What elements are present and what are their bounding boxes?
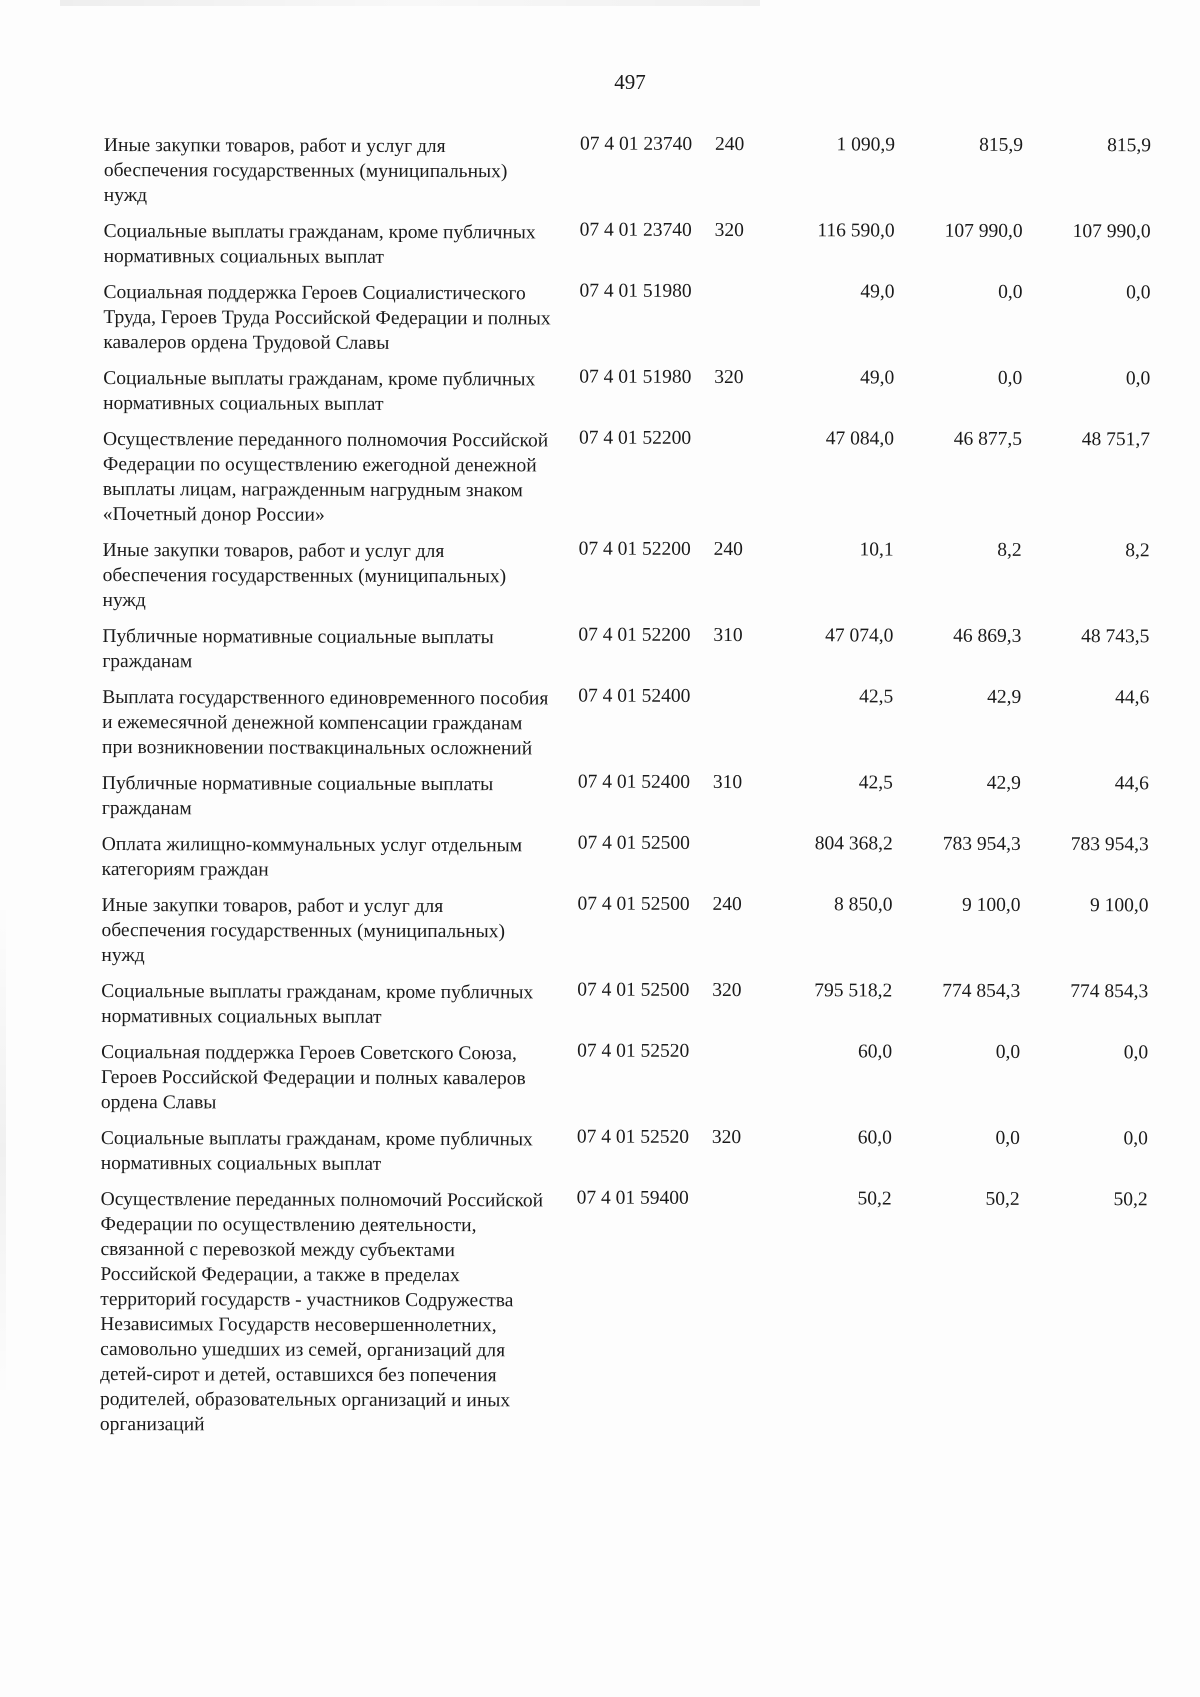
row-name: Выплата государственного единовременного пособия и ежемесячной денежной компенсации гражданам при возникновении поствакцинальных осложнений xyxy=(102,686,549,760)
row-value-1: 50,2 xyxy=(857,1188,892,1210)
row-code: 07 4 01 52200 xyxy=(578,624,691,646)
row-code: 07 4 01 52520 xyxy=(577,1040,690,1062)
row-code: 07 4 01 52400 xyxy=(577,771,691,793)
row-code: 07 4 01 52520 xyxy=(576,1126,689,1148)
row-value-3: 44,6 xyxy=(1114,773,1149,795)
scan-edge-shadow-left xyxy=(0,900,6,1400)
table-row xyxy=(100,1184,1181,1440)
row-code: 07 4 01 51980 xyxy=(579,366,692,388)
row-expense-type: 240 xyxy=(713,538,743,561)
row-value-1: 42,5 xyxy=(859,686,894,708)
row-name: Социальная поддержка Героев Советского Союза, Героев Российской Федерации и полных кавалеров ордена Славы xyxy=(100,1041,526,1114)
table-row xyxy=(104,130,1184,211)
table-row xyxy=(104,216,1184,272)
row-expense-type: 310 xyxy=(712,771,743,794)
row-value-3: 0,0 xyxy=(1123,1128,1148,1150)
row-name: Иные закупки товаров, работ и услуг для обеспечения государственных (муниципальных) нужд xyxy=(103,134,508,207)
row-value-2: 46 869,3 xyxy=(953,625,1022,647)
row-value-3: 815,9 xyxy=(1107,135,1151,157)
budget-table xyxy=(100,130,1184,1448)
table-row xyxy=(102,768,1182,824)
row-name: Осуществление переданного полномочия Российской Федерации по осуществлению ежегодной денежной выплаты лицам, награжденным нагрудным знаком «Почетный донор России» xyxy=(102,428,549,526)
row-value-2: 42,9 xyxy=(987,686,1022,708)
row-value-2: 774 854,3 xyxy=(942,980,1021,1002)
row-expense-type: 320 xyxy=(714,366,744,389)
row-value-1: 795 518,2 xyxy=(814,980,893,1002)
row-value-3: 0,0 xyxy=(1126,282,1151,304)
row-name: Социальные выплаты гражданам, кроме публичных нормативных социальных выплат xyxy=(101,980,534,1028)
row-value-2: 46 877,5 xyxy=(953,428,1023,450)
table-row xyxy=(102,682,1182,763)
row-name: Публичные нормативные социальные выплаты гражданам xyxy=(102,625,494,673)
row-name: Иные закупки товаров, работ и услуг для обеспечения государственных (муниципальных) нужд xyxy=(101,894,506,967)
row-expense-type: 320 xyxy=(714,219,744,242)
row-expense-type: 310 xyxy=(713,624,743,647)
row-expense-type: 240 xyxy=(712,893,742,916)
row-value-2: 815,9 xyxy=(979,134,1023,156)
row-value-1: 47 084,0 xyxy=(825,428,895,450)
row-code: 07 4 01 52400 xyxy=(578,685,691,707)
row-value-3: 48 751,7 xyxy=(1081,429,1151,451)
row-value-1: 10,1 xyxy=(859,539,894,561)
row-value-3: 107 990,0 xyxy=(1072,221,1151,243)
table-row xyxy=(103,277,1183,358)
table-row xyxy=(101,1037,1181,1118)
table-row xyxy=(102,621,1182,677)
row-code: 07 4 01 52200 xyxy=(579,427,692,449)
row-code: 07 4 01 52500 xyxy=(577,979,690,1001)
table-row xyxy=(103,424,1183,530)
row-expense-type: 320 xyxy=(711,1126,742,1149)
row-value-3: 0,0 xyxy=(1123,1042,1149,1064)
row-value-1: 49,0 xyxy=(860,367,895,389)
row-name: Социальные выплаты гражданам, кроме публичных нормативных социальных выплат xyxy=(103,367,536,415)
row-value-2: 0,0 xyxy=(997,367,1023,389)
row-value-3: 50,2 xyxy=(1113,1189,1148,1211)
row-value-2: 9 100,0 xyxy=(962,894,1021,916)
row-value-1: 47 074,0 xyxy=(825,625,894,647)
row-code: 07 4 01 52500 xyxy=(577,893,690,915)
row-expense-type: 320 xyxy=(712,979,742,1002)
row-value-2: 107 990,0 xyxy=(944,220,1023,242)
table-row xyxy=(101,890,1181,971)
row-value-3: 44,6 xyxy=(1115,687,1150,709)
row-value-2: 8,2 xyxy=(997,539,1022,561)
row-name: Осуществление переданных полномочий Российской Федерации по осуществлению деятельности, связанной с перевозкой между субъектами Российской Федерации, а также в пределах территорий государств - участников Содружества Независимых Государств несовершеннолетних, самовольно ушедших из семей, организаций для детей-сирот и детей, оставшихся без попечения родителей, образовательных организаций и иных организаций xyxy=(99,1188,544,1436)
row-value-1: 60,0 xyxy=(857,1127,892,1149)
row-name: Социальные выплаты гражданам, кроме публичных нормативных социальных выплат xyxy=(103,220,536,268)
row-name: Социальные выплаты гражданам, кроме публичных нормативных социальных выплат xyxy=(100,1127,533,1175)
row-value-3: 0,0 xyxy=(1125,368,1151,390)
page-number: 497 xyxy=(614,70,646,94)
row-value-3: 8,2 xyxy=(1125,540,1150,562)
table-row xyxy=(102,535,1182,616)
row-code: 07 4 01 51980 xyxy=(579,280,692,302)
row-value-1: 116 590,0 xyxy=(817,220,895,242)
row-value-2: 0,0 xyxy=(998,281,1023,303)
row-code: 07 4 01 59400 xyxy=(576,1187,689,1209)
row-value-2: 50,2 xyxy=(985,1188,1020,1210)
scan-edge-shadow-top xyxy=(60,0,760,6)
row-code: 07 4 01 52500 xyxy=(577,832,690,854)
row-value-2: 42,9 xyxy=(986,772,1021,794)
row-code: 07 4 01 23740 xyxy=(579,219,692,241)
row-value-2: 0,0 xyxy=(995,1127,1020,1149)
row-expense-type: 240 xyxy=(714,133,745,156)
table-row xyxy=(101,976,1181,1032)
row-value-3: 783 954,3 xyxy=(1070,834,1149,856)
row-name: Публичные нормативные социальные выплаты гражданам xyxy=(101,772,494,820)
row-value-1: 8 850,0 xyxy=(834,894,893,916)
row-name: Иные закупки товаров, работ и услуг для обеспечения государственных (муниципальных) нужд xyxy=(102,539,507,612)
row-value-3: 48 743,5 xyxy=(1081,626,1150,648)
table-row xyxy=(101,1123,1181,1179)
row-value-1: 1 090,9 xyxy=(836,134,895,156)
row-code: 07 4 01 23740 xyxy=(579,133,693,155)
table-row xyxy=(102,829,1182,885)
row-value-1: 49,0 xyxy=(860,281,895,303)
row-value-3: 9 100,0 xyxy=(1090,895,1149,917)
row-value-1: 804 368,2 xyxy=(814,833,893,855)
row-name: Социальная поддержка Героев Социалистического Труда, Героев Труда Российской Федерации и полных кавалеров ордена Трудовой Славы xyxy=(103,281,551,354)
row-value-1: 42,5 xyxy=(858,772,893,794)
row-value-2: 783 954,3 xyxy=(942,833,1021,855)
table-row xyxy=(103,363,1183,419)
row-value-2: 0,0 xyxy=(995,1041,1021,1063)
row-value-3: 774 854,3 xyxy=(1070,981,1149,1003)
row-name: Оплата жилищно-коммунальных услуг отдельным категориям граждан xyxy=(101,833,523,881)
row-code: 07 4 01 52200 xyxy=(578,538,691,560)
row-value-1: 60,0 xyxy=(857,1041,893,1063)
